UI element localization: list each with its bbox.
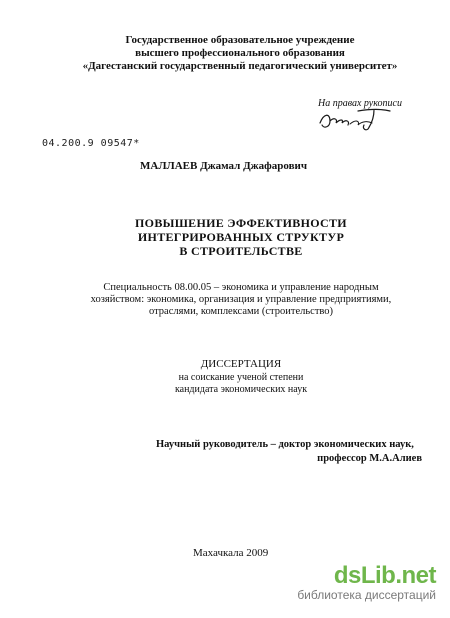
specialty-line-3: отраслями, комплексами (строительство): [148, 306, 334, 317]
handwritten-signature: [318, 107, 398, 133]
degree-purpose-line-2: кандидата экономических наук: [174, 384, 308, 395]
watermark-logo: [297, 564, 436, 588]
dissertation-title: [100, 216, 382, 258]
watermark-subtitle: библиотека диссертаций: [297, 588, 436, 602]
degree-purpose: [130, 372, 352, 396]
title-line-2: ИНТЕГРИРОВАННЫХ СТРУКТУР: [137, 230, 345, 244]
author-name: МАЛЛАЕВ Джамал Джафарович: [140, 160, 308, 172]
title-line-3: В СТРОИТЕЛЬСТВЕ: [179, 244, 303, 258]
city-year: Махачкала 2009: [193, 547, 269, 559]
watermark-logo-main: dsLib: [333, 562, 396, 589]
manuscript-note: На правах рукописи: [318, 98, 402, 109]
title-line-1: ПОВЫШЕНИЕ ЭФФЕКТИВНОСТИ: [135, 216, 347, 230]
advisor-line-2: профессор М.А.Алиев: [317, 453, 422, 464]
institution-line-3: «Дагестанский государственный педагогический университет»: [82, 60, 398, 72]
watermark-logo-tld: .net: [395, 562, 436, 589]
specialty-line-1: Специальность 08.00.05 – экономика и управление народным: [103, 282, 379, 293]
scientific-advisor: [156, 438, 422, 466]
institution-header: [60, 34, 420, 73]
institution-line-2: высшего профессионального образования: [135, 47, 345, 59]
registry-stamp: [42, 138, 140, 149]
dissertation-type: ДИССЕРТАЦИЯ: [200, 358, 282, 370]
institution-line-1: Государственное образовательное учреждение: [125, 34, 355, 46]
specialty-block: [60, 282, 422, 318]
advisor-line-1: Научный руководитель – доктор экономических наук,: [156, 439, 414, 450]
registry-mark: *: [133, 138, 140, 149]
dslib-watermark: [297, 564, 436, 602]
registry-number: 04.200.9 09547: [42, 138, 134, 149]
degree-purpose-line-1: на соискание ученой степени: [178, 372, 304, 383]
specialty-line-2: хозяйством: экономика, организация и управление предприятиями,: [90, 294, 392, 305]
